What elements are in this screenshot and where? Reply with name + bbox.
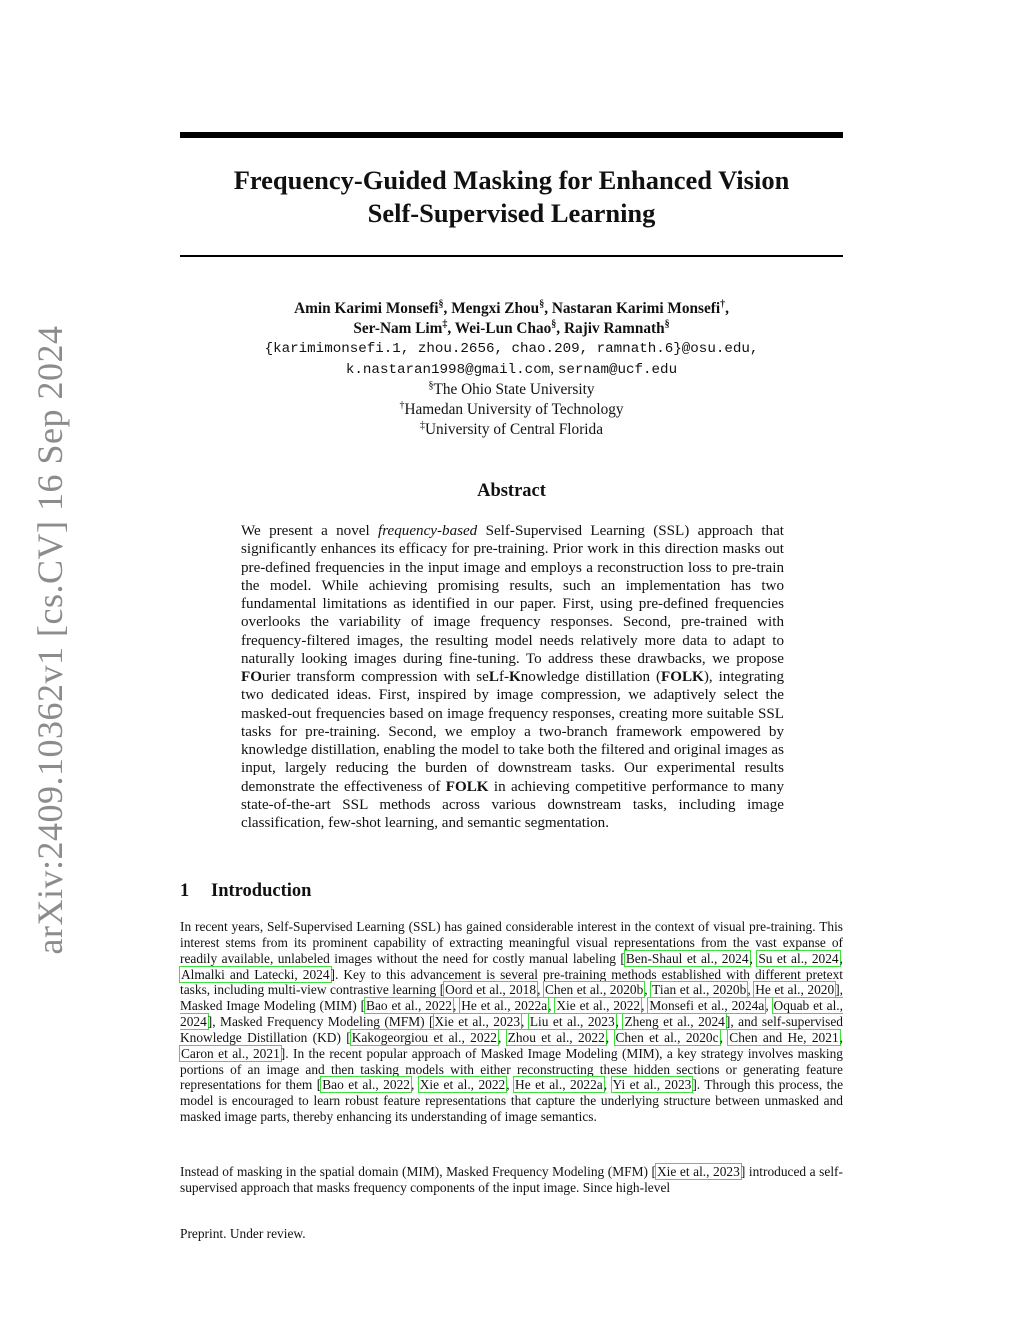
citation-link[interactable]: Zhou et al., 2022 xyxy=(507,1029,605,1045)
citation-separator: , xyxy=(644,982,652,998)
citation-link[interactable]: He et al., 2022a xyxy=(515,1077,603,1093)
citation-link[interactable]: Xie et al., 2022 xyxy=(556,998,641,1014)
citation-link[interactable]: Xie et al., 2023 xyxy=(657,1164,740,1179)
body-text: ], and self-supervised Knowledge Distillation (KD) [ xyxy=(180,1014,843,1045)
body-text: ], Masked Frequency Modeling (MFM) [ xyxy=(207,1014,434,1030)
affiliation-mark: § xyxy=(551,318,557,330)
abstract-text: nowledge distillation ( xyxy=(520,669,662,685)
affiliation-mark: ‡ xyxy=(442,318,448,330)
body-text: In recent years, Self-Supervised Learning (SSL) has gained considerable interest in the context of visual pre-training. This interest stems from its prominent capability of extracting meaningful visual representations from the vast expanse of readily available, unlabeled images without the need for costly manual labeling [ xyxy=(180,919,843,966)
acronym-letter: L xyxy=(488,669,499,685)
citation-link[interactable]: Monsefi et al., 2024a xyxy=(649,998,765,1014)
author-block xyxy=(180,299,843,440)
affiliation-ucf xyxy=(180,420,843,440)
title-bottom-rule xyxy=(180,255,843,257)
affiliation-mark: § xyxy=(438,298,444,310)
email-line-1: {karimimonsefi.1, zhou.2656, chao.209, ramnath.6}@osu.edu, xyxy=(264,341,759,357)
affiliation-mark: § xyxy=(428,379,434,391)
abstract-text: ), integrating two dedicated ideas. First, inspired by image compression, we adaptively select the masked-out frequencies based on image frequency responses, creating more suitable SSL tasks for pre-training. Second, we employ a two-branch framework empowered by knowledge distillation, enabling the model to take both the filtered and original images as input, largely reducing the burden of downstream tasks. Our experimental results demonstrate the effectiveness of xyxy=(241,669,784,795)
paper-title xyxy=(180,164,843,230)
abstract-heading: Abstract xyxy=(477,481,546,501)
author-name: Wei-Lun Chao xyxy=(454,320,552,337)
body-text: ]. In the recent popular approach of Masked Image Modeling (MIM), a key strategy involves masking portions of an image and then tasking models with either reconstructing these hidden sections or generating feature representations for them [ xyxy=(180,1045,843,1093)
acronym-letter: FO xyxy=(241,669,262,685)
citation-link[interactable]: Oord et al., 2018 xyxy=(445,982,537,998)
citation-link[interactable]: Bao et al., 2022 xyxy=(322,1077,410,1093)
citation-link[interactable]: Yi et al., 2023 xyxy=(612,1077,692,1093)
author-name: Amin Karimi Monsefi xyxy=(294,300,439,317)
affiliation-osu xyxy=(180,380,843,400)
citation-separator: , xyxy=(615,1014,624,1030)
abstract-text: f- xyxy=(498,669,509,685)
abstract-emphasis: frequency-based xyxy=(378,523,478,539)
abstract-text: We present a novel xyxy=(241,523,379,539)
citation-separator: , xyxy=(506,1077,515,1093)
method-name: FOLK xyxy=(445,778,489,795)
affiliation-name: Hamedan University of Technology xyxy=(404,401,624,418)
author-name: Rajiv Ramnath xyxy=(563,320,665,337)
citation-separator: , xyxy=(497,1029,507,1045)
title-top-rule xyxy=(180,132,843,138)
author-name: Ser-Nam Lim xyxy=(353,320,443,337)
citation-link[interactable]: He et al., 2022a xyxy=(461,998,548,1014)
author-name: Nastaran Karimi Monsefi xyxy=(551,300,721,317)
affiliation-name: The Ohio State University xyxy=(433,381,595,398)
email-sernam: sernam@ucf.edu xyxy=(557,362,678,378)
citation-separator: , xyxy=(603,1077,612,1093)
email-nastaran: k.nastaran1998@gmail.com xyxy=(345,362,551,378)
citation-link[interactable]: Chen et al., 2020b xyxy=(544,982,644,998)
author-line-2: Ser-Nam Lim‡, Wei-Lun Chao§, Rajiv Ramnath§ xyxy=(353,318,670,337)
preprint-footer: Preprint. Under review. xyxy=(180,1226,306,1241)
citation-link[interactable]: Xie et al., 2022 xyxy=(419,1077,506,1093)
citation-link[interactable]: Liu et al., 2023 xyxy=(529,1014,615,1030)
abstract-body xyxy=(241,522,784,832)
intro-paragraph-2 xyxy=(180,1164,843,1196)
citation-separator: , xyxy=(719,1029,729,1045)
body-text: ], Masked Image Modeling (MIM) [ xyxy=(180,982,843,1014)
citation-link[interactable]: Su et al., 2024 xyxy=(758,950,839,966)
affiliation-mark: † xyxy=(399,399,405,411)
affiliation-hut xyxy=(180,400,843,420)
citation-separator: , xyxy=(839,1029,844,1045)
affiliation-mark: § xyxy=(664,318,670,330)
arxiv-identifier: arXiv:2409.10362v1 [cs.CV] 16 Sep 2024 xyxy=(30,325,70,955)
acronym-letter: K xyxy=(509,669,521,685)
intro-paragraph-1 xyxy=(180,919,843,1125)
citation-link[interactable]: Almalki and Latecki, 2024 xyxy=(181,966,330,982)
citation-link[interactable]: He et al., 2020 xyxy=(755,982,835,998)
section-heading-introduction xyxy=(180,881,311,902)
author-line-1: Amin Karimi Monsefi§, Mengxi Zhou§, Nastaran Karimi Monsefi†, xyxy=(294,298,729,317)
citation-separator: , xyxy=(749,950,758,966)
citation-separator: , xyxy=(641,998,649,1014)
abstract-text: urier transform compression with se xyxy=(261,669,489,685)
citation-separator: , xyxy=(537,982,544,998)
body-text: ]. Key to this advancement is several pre-training methods established with different pretext tasks, including multi-view contrastive learning [ xyxy=(180,966,843,998)
affiliation-mark: ‡ xyxy=(419,419,425,431)
title-line-1: Frequency-Guided Masking for Enhanced Vision xyxy=(233,165,790,195)
body-text: ]. Through this process, the model is encouraged to learn robust feature representations that capture the underlying structure between unmasked and masked image parts, thereby enhancing its understanding of image semantics. xyxy=(180,1077,844,1125)
email-line-2: k.nastaran1998@gmail.com, sernam@ucf.edu xyxy=(345,360,678,378)
section-number: 1 xyxy=(180,881,190,901)
citation-separator: , xyxy=(548,998,556,1014)
citation-link[interactable]: Oquab et al., 2024 xyxy=(180,998,843,1030)
citation-separator: , xyxy=(839,950,843,966)
citation-link[interactable]: Xie et al., 2023 xyxy=(434,1014,521,1030)
citation-separator: , xyxy=(521,1014,529,1030)
body-text: Instead of masking in the spatial domain (MIM), Masked Frequency Modeling (MFM) [ xyxy=(180,1164,656,1179)
citation-separator: , xyxy=(453,998,461,1014)
citation-separator: , xyxy=(605,1029,615,1045)
citation-link[interactable]: Chen et al., 2020c xyxy=(615,1029,719,1045)
citation-separator: , xyxy=(765,998,773,1014)
method-name: FOLK xyxy=(661,669,704,685)
citation-link[interactable]: Ben-Shaul et al., 2024 xyxy=(625,950,749,966)
citation-link[interactable]: Kakogeorgiou et al., 2022 xyxy=(351,1029,497,1045)
affiliation-name: University of Central Florida xyxy=(424,421,603,438)
citation-link[interactable]: Tian et al., 2020b xyxy=(652,982,747,998)
title-line-2: Self-Supervised Learning xyxy=(367,198,656,228)
citation-link[interactable]: Zheng et al., 2024 xyxy=(624,1014,725,1030)
citation-link[interactable]: Chen and He, 2021 xyxy=(729,1029,839,1045)
citation-separator: , xyxy=(747,982,755,998)
body-text: ] introduced a self-supervised approach that masks frequency components of the input image. Since high-level xyxy=(180,1164,843,1195)
affiliation-mark: † xyxy=(720,298,726,310)
section-title: Introduction xyxy=(211,881,312,901)
abstract-text: in achieving competitive performance to many state-of-the-art SSL methods across various downstream tasks, including image classification, few-shot learning, and semantic segmentation. xyxy=(241,778,784,831)
abstract-text: Self-Supervised Learning (SSL) approach that significantly enhances its efficacy for pre-training. Prior work in this direction masks out pre-defined frequencies in the input image and employs a reconstruction loss to pre-train the model. While achieving promising results, such an implementation has two fundamental limitations as identified in our paper. First, using pre-defined frequencies overlooks the variability of image frequency responses. Second, pre-trained with frequency-filtered images, the resulting model needs relatively more data to adapt to naturally looking images during fine-tuning. To address these drawbacks, we propose xyxy=(241,523,784,667)
affiliation-mark: § xyxy=(539,298,545,310)
citation-separator: , xyxy=(410,1077,419,1093)
citation-link[interactable]: Caron et al., 2021 xyxy=(181,1045,280,1061)
author-name: Mengxi Zhou xyxy=(451,300,540,317)
citation-link[interactable]: Bao et al., 2022 xyxy=(366,998,452,1014)
